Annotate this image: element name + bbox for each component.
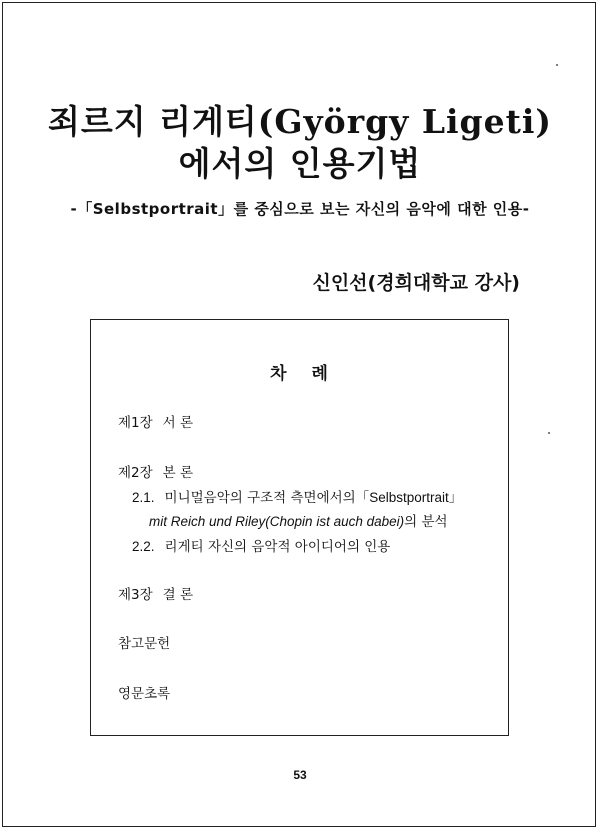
toc-section-2-1-bracket: 」 <box>448 490 463 506</box>
toc-chapter-3 <box>118 583 193 603</box>
toc-section-2-1-work-title: Selbstportrait <box>369 490 449 505</box>
toc-section-2-1-italic-title: mit Reich und Riley(Chopin ist auch dabei) <box>149 514 405 529</box>
title-line-2: 에서의 인용기법 <box>178 144 422 183</box>
toc-chapter-3-title: 결 론 <box>162 587 194 603</box>
toc-section-2-1-number: 2.1. <box>132 490 155 505</box>
toc-chapter-2 <box>118 461 193 481</box>
table-of-contents-box <box>90 319 509 736</box>
toc-section-2-1-continuation <box>149 510 448 530</box>
toc-abstract: 영문초록 <box>118 686 171 702</box>
toc-section-2-2 <box>132 535 390 555</box>
toc-heading-char-1: 차 <box>270 364 288 384</box>
page-number: 53 <box>293 768 307 782</box>
toc-chapter-3-number: 제3장 <box>118 587 153 603</box>
toc-section-2-1-suffix: 의 분석 <box>404 514 448 530</box>
author-line: 신인선(경희대학교 강사) <box>312 272 520 294</box>
toc-chapter-2-title: 본 론 <box>162 465 194 481</box>
toc-chapter-2-number: 제2장 <box>118 465 153 481</box>
toc-section-2-2-number: 2.2. <box>132 539 155 554</box>
toc-references: 참고문헌 <box>118 636 171 652</box>
toc-chapter-1-number: 제1장 <box>118 415 153 431</box>
toc-chapter-1 <box>118 411 193 431</box>
title-line-1: 죄르지 리게티(György Ligeti) <box>47 102 553 141</box>
toc-chapter-1-title: 서 론 <box>162 415 194 431</box>
toc-heading-char-2: 례 <box>311 364 329 384</box>
toc-section-2-2-text: 리게티 자신의 음악적 아이디어의 인용 <box>164 539 391 555</box>
toc-section-2-1 <box>132 486 462 506</box>
scan-speck <box>556 64 558 66</box>
toc-heading <box>91 359 508 384</box>
toc-section-2-1-text: 미니멀음악의 구조적 측면에서의「 <box>164 490 370 506</box>
scan-speck <box>548 432 550 434</box>
subtitle: -「Selbstportrait」를 중심으로 보는 자신의 음악에 대한 인용- <box>70 200 530 218</box>
